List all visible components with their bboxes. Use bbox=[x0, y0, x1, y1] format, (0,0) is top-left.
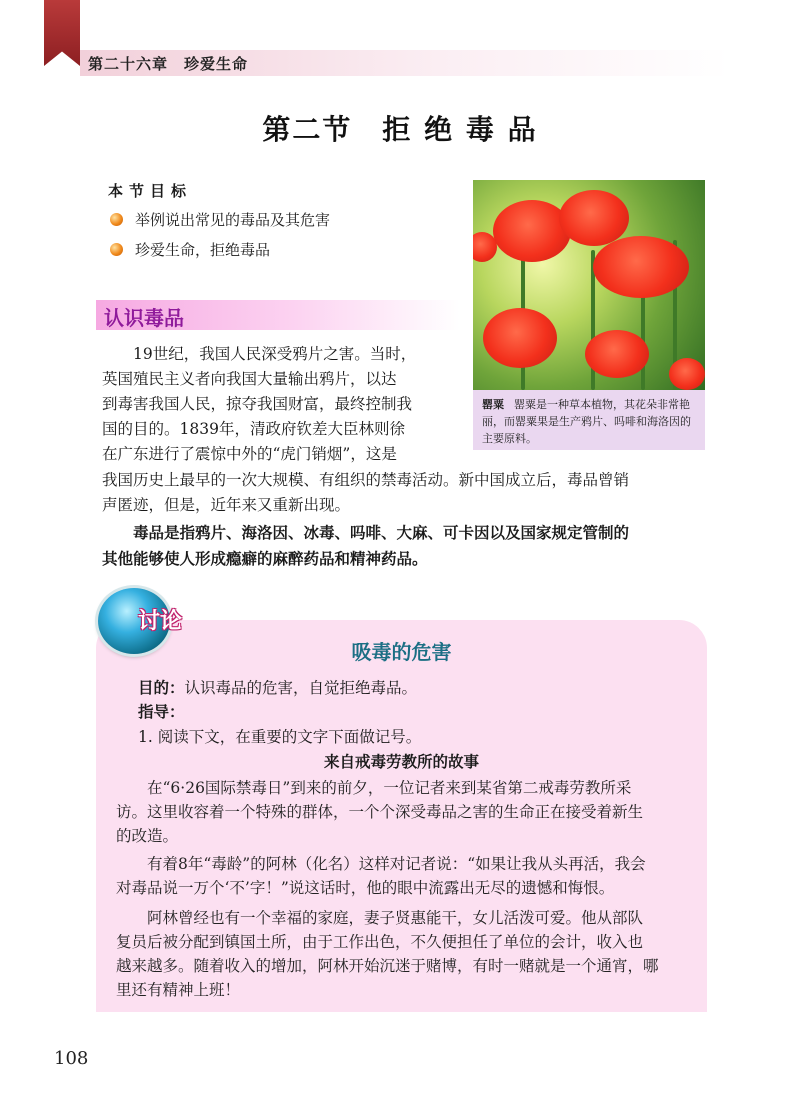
discussion-badge-label: 讨论 bbox=[138, 609, 183, 634]
goal-text: 举例说出常见的毒品及其危害 bbox=[135, 210, 331, 229]
guide-line bbox=[138, 700, 185, 724]
paragraph-line: 英国殖民主义者向我国大量输出鸦片，以达 bbox=[102, 370, 397, 388]
step-1: 1. 阅读下文，在重要的文字下面做记号。 bbox=[138, 728, 422, 746]
paragraph-line: 国的目的。1839年，清政府钦差大臣林则徐 bbox=[102, 420, 405, 438]
guide-label: 指导： bbox=[138, 703, 185, 721]
story-line: 阿林曾经也有一个幸福的家庭，妻子贤惠能干，女儿活泼可爱。他从部队 bbox=[116, 909, 644, 927]
story-line: 复员后被分配到镇国土所，由于工作出色，不久便担任了单位的会计，收入也 bbox=[116, 933, 644, 951]
paragraph-line: 19世纪，我国人民深受鸦片之害。当时， bbox=[102, 345, 417, 363]
goal-item bbox=[110, 238, 270, 260]
goal-text: 珍爱生命，拒绝毒品 bbox=[135, 240, 271, 259]
purpose-line bbox=[138, 676, 417, 700]
bullet-icon bbox=[110, 213, 123, 226]
story-title: 来自戒毒劳教所的故事 bbox=[323, 753, 479, 771]
definition-line: 其他能够使人形成瘾癖的麻醉药品和精神药品。 bbox=[102, 550, 428, 568]
purpose-label: 目的： bbox=[138, 679, 185, 697]
story-line: 越来越多。随着收入的增加，阿林开始沉迷于赌博，有时一赌就是一个通宵，哪 bbox=[116, 957, 659, 975]
definition-line: 毒品是指鸦片、海洛因、冰毒、吗啡、大麻、可卡因以及国家规定管制的 bbox=[102, 524, 630, 542]
chapter-title: 第二十六章 珍爱生命 bbox=[88, 55, 249, 73]
subsection-heading: 认识毒品 bbox=[104, 306, 184, 330]
story-line: 有着8年“毒龄”的阿林（化名）这样对记者说：“如果让我从头再活，我会 bbox=[116, 855, 646, 873]
purpose-text: 认识毒品的危害，自觉拒绝毒品。 bbox=[184, 679, 418, 697]
paragraph-line: 在广东进行了震惊中外的“虎门销烟”，这是 bbox=[102, 445, 397, 463]
photo-caption bbox=[482, 396, 697, 447]
story-line: 对毒品说一万个‘不’字！”说这话时，他的眼中流露出无尽的遗憾和悔恨。 bbox=[116, 879, 615, 897]
story-line: 的改造。 bbox=[116, 827, 179, 845]
paragraph-line: 我国历史上最早的一次大规模、有组织的禁毒活动。新中国成立后，毒品曾销 bbox=[102, 471, 630, 489]
section-title: 第二节 拒 绝 毒 品 bbox=[262, 113, 538, 146]
poppy-photo bbox=[473, 180, 705, 390]
story-line: 里还有精神上班！ bbox=[116, 981, 241, 999]
paragraph-line: 声匿迹，但是，近年来又重新出现。 bbox=[102, 496, 351, 514]
page-number: 108 bbox=[54, 1048, 89, 1069]
chapter-bookmark bbox=[44, 0, 80, 66]
goals-heading: 本节目标 bbox=[108, 182, 193, 200]
caption-term: 罂粟 bbox=[482, 398, 504, 411]
paragraph-line: 到毒害我国人民，掠夺我国财富，最终控制我 bbox=[102, 395, 413, 413]
discussion-title: 吸毒的危害 bbox=[351, 640, 452, 664]
story-line: 在“6·26国际禁毒日”到来的前夕，一位记者来到某省第二戒毒劳教所采 bbox=[116, 779, 632, 797]
bullet-icon bbox=[110, 243, 123, 256]
goal-item bbox=[110, 208, 330, 230]
story-line: 访。这里收容着一个特殊的群体，一个个深受毒品之害的生命正在接受着新生 bbox=[116, 803, 644, 821]
caption-text: 罂粟是一种草本植物，其花朵非常艳丽，而罂粟果是生产鸦片、吗啡和海洛因的主要原料。 bbox=[482, 398, 691, 445]
